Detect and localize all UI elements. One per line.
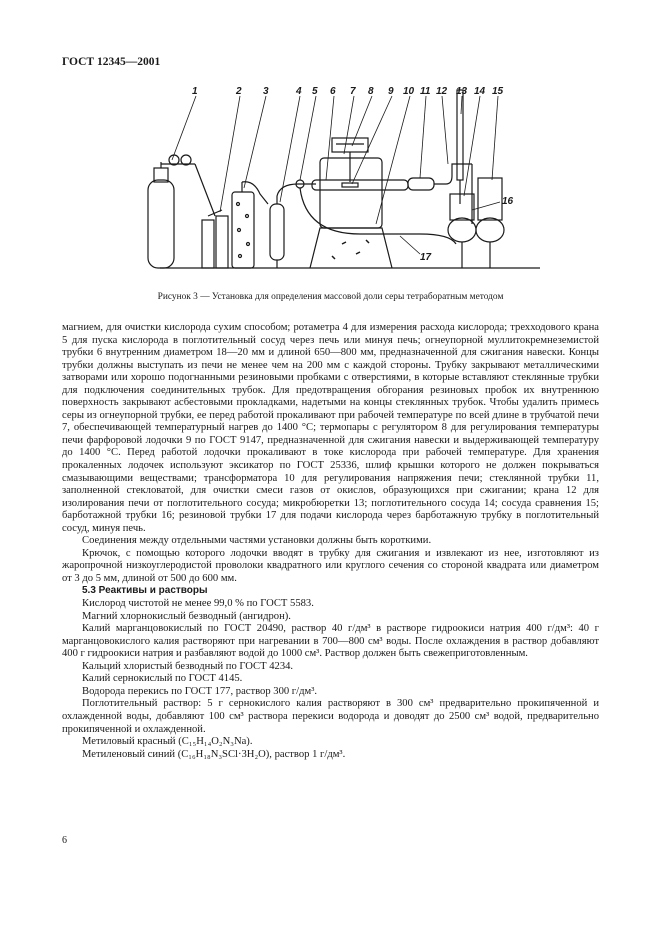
figure-label-3: 3 bbox=[263, 86, 269, 97]
paragraph: Крючок, с помощью которого лодочки вводят в трубку для сжигания и извлекают из нее, изготовляют из жаропрочной низкоуглеродистой проволоки квадратного или круглого сечения со стороной квадрата или диаметром от 3 до 5 мм, длиной от 500 до 600 мм. bbox=[62, 547, 599, 584]
reagent-item: Метиленовый синий (C₁₆H₁₈N₃SCl·3H₂O), раствор 1 г/дм³. bbox=[82, 748, 346, 760]
reagent-item: Калий сернокислый по ГОСТ 4145. bbox=[82, 673, 243, 685]
reagent-item: Метиловый красный (C₁₅H₁₄O₂N₃Na). bbox=[82, 736, 253, 748]
figure-label-6: 6 bbox=[330, 86, 336, 97]
figure-label-1: 1 bbox=[192, 86, 198, 97]
apparatus-diagram bbox=[120, 84, 550, 286]
body-text bbox=[62, 322, 599, 761]
figure-label-9: 9 bbox=[388, 86, 394, 97]
figure-label-15: 15 bbox=[492, 86, 504, 97]
reagent-item: Поглотительный раствор: 5 г сернокислого калия растворяют в 300 см³ предварительно прокипяченной и охлажденной воды, добавляют 100 см³ раствора перекиси водорода и доводят до 2500 см³ водой, предварительно прокипяченной и охлажденной. bbox=[62, 698, 599, 735]
figure-label-8: 8 bbox=[368, 86, 374, 97]
figure-label-17: 17 bbox=[420, 252, 432, 263]
figure-caption: Рисунок 3 — Установка для определения массовой доли серы тетраборатным методом bbox=[157, 292, 504, 302]
section-heading: 5.3 Реактивы и растворы bbox=[82, 585, 208, 597]
figure-label-13: 13 bbox=[456, 86, 468, 97]
reagent-item: Кальций хлористый безводный по ГОСТ 4234. bbox=[82, 660, 294, 672]
paragraph: магнием, для очистки кислорода сухим способом; ротаметра 4 для измерения расхода кислорода; трехходового крана 5 для пуска кислорода в поглотительный сосуд через печь или минуя печь; огнеупорной муллитокремнеземистой трубки 6 внутренним диаметром 18—20 мм и длиной 650—800 мм, предназначенной для сжигания навески. Концы трубки должны выступать из печи не менее чем на 200 мм с каждой стороны. Трубку закрывают металлическими затворами или хорошо подогнанными резиновыми пробками с отверстиями, в которые вставляют стеклянные трубки для подключения соединительных трубок. Для предотвращения обгорания резиновых пробок их внутреннюю поверхность закрывают асбестовыми прокладками, надетыми на концы стеклянных трубок. Чтобы удалить примесь серы из огнеупорной трубки, ее перед работой прокаливают при рабочей температуре по всей длине в трубчатой печи 7, обеспечивающей температурный нагрев до 1400 °С; термопары с регулятором 8 для регулирования температуры печи фарфоровой лодочки 9 по ГОСТ 9147, предназначенной для сжигания навески и выдерживающей температуру до 1400 °С. Перед работой лодочки прокаливают в токе кислорода при рабочей температуре. Для хранения прокаленных лодочек используют эксикатор по ГОСТ 25336, шлиф крышки которого не должен покрываться смазывающими веществами; трансформатора 10 для регулирования напряжения печи; стеклянной трубки 11, заполненной стекловатой, для очистки смеси газов от окислов, образующихся при сжигании; крана 12 для изолирования печи от поглотительного сосуда; микробюретки 13; поглотительного сосуда 14; сосуда сравнения 15; барботажной трубки 16; резиновой трубки 17 для подачи кислорода через барботажную трубку в поглотительный сосуд, минуя печь. bbox=[62, 322, 599, 534]
reagent-item: Водорода перекись по ГОСТ 177, раствор 300 г/дм³. bbox=[82, 685, 318, 697]
figure-label-5: 5 bbox=[312, 86, 318, 97]
page-number: 6 bbox=[62, 835, 67, 846]
figure-label-2: 2 bbox=[236, 86, 242, 97]
figure-label-12: 12 bbox=[436, 86, 448, 97]
reagent-item: Калий марганцовокислый по ГОСТ 20490, раствор 40 г/дм³ в растворе гидроокиси натрия 400 г/дм³: 40 г марганцовокислого калия растворяют при нагревании в 700—800 см³ воды. После охлаждения в раствор добавляют 400 г гидроокиси натрия и разбавляют водой до 1000 см³. Раствор должен быть свежеприготовленным. bbox=[62, 623, 599, 660]
reagent-item: Магний хлорнокислый безводный (ангидрон). bbox=[82, 610, 291, 622]
figure-label-4: 4 bbox=[296, 86, 302, 97]
figure-label-16: 16 bbox=[502, 196, 514, 207]
figure-label-7: 7 bbox=[350, 86, 356, 97]
figure-label-10: 10 bbox=[403, 86, 415, 97]
figure-label-14: 14 bbox=[474, 86, 486, 97]
paragraph: Соединения между отдельными частями установки должны быть короткими. bbox=[82, 535, 432, 547]
reagent-item: Кислород чистотой не менее 99,0 % по ГОСТ 5583. bbox=[82, 598, 314, 610]
document-header: ГОСТ 12345—2001 bbox=[62, 56, 161, 68]
figure-label-11: 11 bbox=[420, 86, 431, 97]
